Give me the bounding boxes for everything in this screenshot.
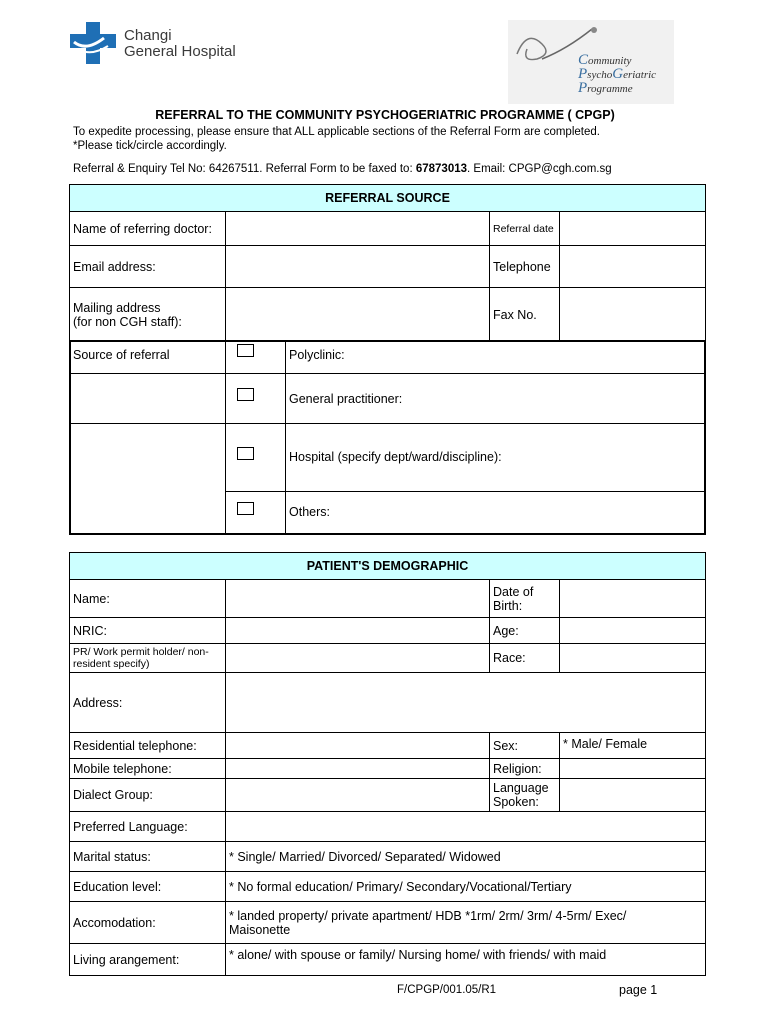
telephone-label: Telephone [490, 246, 560, 288]
source-divider-h2 [69, 423, 706, 424]
gp-checkbox[interactable] [237, 388, 254, 401]
referral-date-field[interactable] [560, 212, 706, 246]
option-others: Others: [289, 505, 330, 519]
referral-date-label: Referral date [490, 212, 560, 246]
source-divider-v1 [225, 340, 226, 535]
cpgp-cap-g: G [612, 66, 624, 82]
cpgp-line2b: eriatric [623, 69, 657, 81]
sex-label: Sex: [490, 733, 560, 759]
patient-demographic-table [69, 552, 706, 976]
polyclinic-checkbox[interactable] [237, 344, 254, 357]
marital-status-options[interactable]: * Single/ Married/ Divorced/ Separated/ Widowed [226, 842, 706, 872]
mobile-tel-label: Mobile telephone: [70, 759, 226, 779]
accommodation-line2: Maisonette [229, 922, 291, 937]
living-label: Living arangement: [70, 944, 226, 976]
dialect-label: Dialect Group: [70, 779, 226, 812]
religion-label: Religion: [490, 759, 560, 779]
cpgp-cap-p2: P [578, 80, 588, 96]
pr-line1: PR/ Work permit holder/ non- [73, 646, 209, 658]
cpgp-line3: rogramme [587, 83, 633, 95]
fax-field[interactable] [560, 288, 706, 342]
race-field[interactable] [560, 644, 706, 673]
marital-status-label: Marital status: [70, 842, 226, 872]
source-of-referral-block [69, 340, 706, 535]
instruction-2: *Please tick/circle accordingly. [73, 140, 227, 152]
age-field[interactable] [560, 618, 706, 644]
page-number: page 1 [619, 983, 658, 997]
religion-field[interactable] [560, 759, 706, 779]
pr-line2: resident specify) [73, 658, 150, 670]
dob-field[interactable] [560, 580, 706, 618]
dob-label [490, 580, 560, 618]
contact-info [73, 163, 612, 175]
nric-field[interactable] [226, 618, 490, 644]
form-code: F/CPGP/001.05/R1 [397, 984, 497, 996]
source-divider-v2 [285, 340, 286, 535]
cpgp-line2a: sycho [587, 69, 613, 81]
cross-logo-icon [70, 22, 116, 64]
option-gp: General practitioner: [289, 392, 403, 406]
mailing-address-label [70, 288, 226, 342]
telephone-field[interactable] [560, 246, 706, 288]
form-title: REFERRAL TO THE COMMUNITY PSYCHOGERIATRIC PROGRAMME ( CPGP) [155, 108, 615, 122]
education-label: Education level: [70, 872, 226, 902]
mailing-label-line2: (for non CGH staff): [73, 314, 182, 329]
race-label: Race: [490, 644, 560, 673]
preferred-language-label: Preferred Language: [70, 812, 226, 842]
language-label [490, 779, 560, 812]
hospital-checkbox[interactable] [237, 447, 254, 460]
language-line2: Spoken: [493, 795, 539, 809]
name-label: Name: [70, 580, 226, 618]
cpgp-logo [508, 20, 674, 104]
accommodation-label: Accomodation: [70, 902, 226, 944]
residential-tel-label: Residential telephone: [70, 733, 226, 759]
referring-doctor-field[interactable] [226, 212, 490, 246]
hospital-name-line1: Changi [124, 27, 172, 44]
option-hospital: Hospital (specify dept/ward/discipline): [289, 450, 502, 464]
pr-status-label [70, 644, 226, 673]
dob-line2: Birth: [493, 598, 523, 613]
cpgp-cap-c: C [578, 52, 589, 68]
mailing-address-field[interactable] [226, 288, 490, 342]
referral-source-heading: REFERRAL SOURCE [70, 185, 706, 212]
mailing-label-line1: Mailing address [73, 300, 161, 315]
nric-label: NRIC: [70, 618, 226, 644]
sex-options[interactable]: * Male/ Female [560, 733, 706, 759]
age-label: Age: [490, 618, 560, 644]
accommodation-line1: * landed property/ private apartment/ HDB *1rm/ 2rm/ 3rm/ 4-5rm/ Exec/ [229, 908, 627, 923]
source-of-referral-label: Source of referral [73, 348, 170, 362]
language-line1: Language [493, 781, 549, 795]
patient-heading: PATIENT'S DEMOGRAPHIC [70, 553, 706, 580]
referring-doctor-label: Name of referring doctor: [70, 212, 226, 246]
others-checkbox[interactable] [237, 502, 254, 515]
source-divider-h3 [225, 491, 706, 492]
dob-line1: Date of [493, 584, 534, 599]
fax-label: Fax No. [490, 288, 560, 342]
preferred-language-field[interactable] [226, 812, 706, 842]
contact-prefix: Referral & Enquiry Tel No: 64267511. Referral Form to be faxed to: [73, 163, 416, 175]
source-divider-h1 [69, 373, 706, 374]
fax-number: 67873013 [415, 163, 468, 175]
cpgp-line1: ommunity [588, 55, 632, 67]
email-field[interactable] [226, 246, 490, 288]
education-options[interactable]: * No formal education/ Primary/ Secondary/Vocational/Tertiary [226, 872, 706, 902]
address-label: Address: [70, 673, 226, 733]
living-options[interactable]: * alone/ with spouse or family/ Nursing home/ with friends/ with maid [226, 944, 706, 976]
residential-tel-field[interactable] [226, 733, 490, 759]
mobile-tel-field[interactable] [226, 759, 490, 779]
cpgp-cap-p: P [578, 66, 588, 82]
email-label: Email address: [70, 246, 226, 288]
hospital-name-line2: General Hospital [124, 43, 236, 60]
contact-suffix: . Email: CPGP@cgh.com.sg [467, 163, 612, 175]
instruction-1: To expedite processing, please ensure that ALL applicable sections of the Referral Form are completed. [73, 126, 600, 138]
option-polyclinic: Polyclinic: [289, 348, 345, 362]
hospital-logo [70, 22, 240, 64]
accommodation-options[interactable] [226, 902, 706, 944]
pr-status-field[interactable] [226, 644, 490, 673]
name-field[interactable] [226, 580, 490, 618]
address-field[interactable] [226, 673, 706, 733]
referral-source-table [69, 184, 706, 342]
dialect-field[interactable] [226, 779, 490, 812]
language-field[interactable] [560, 779, 706, 812]
